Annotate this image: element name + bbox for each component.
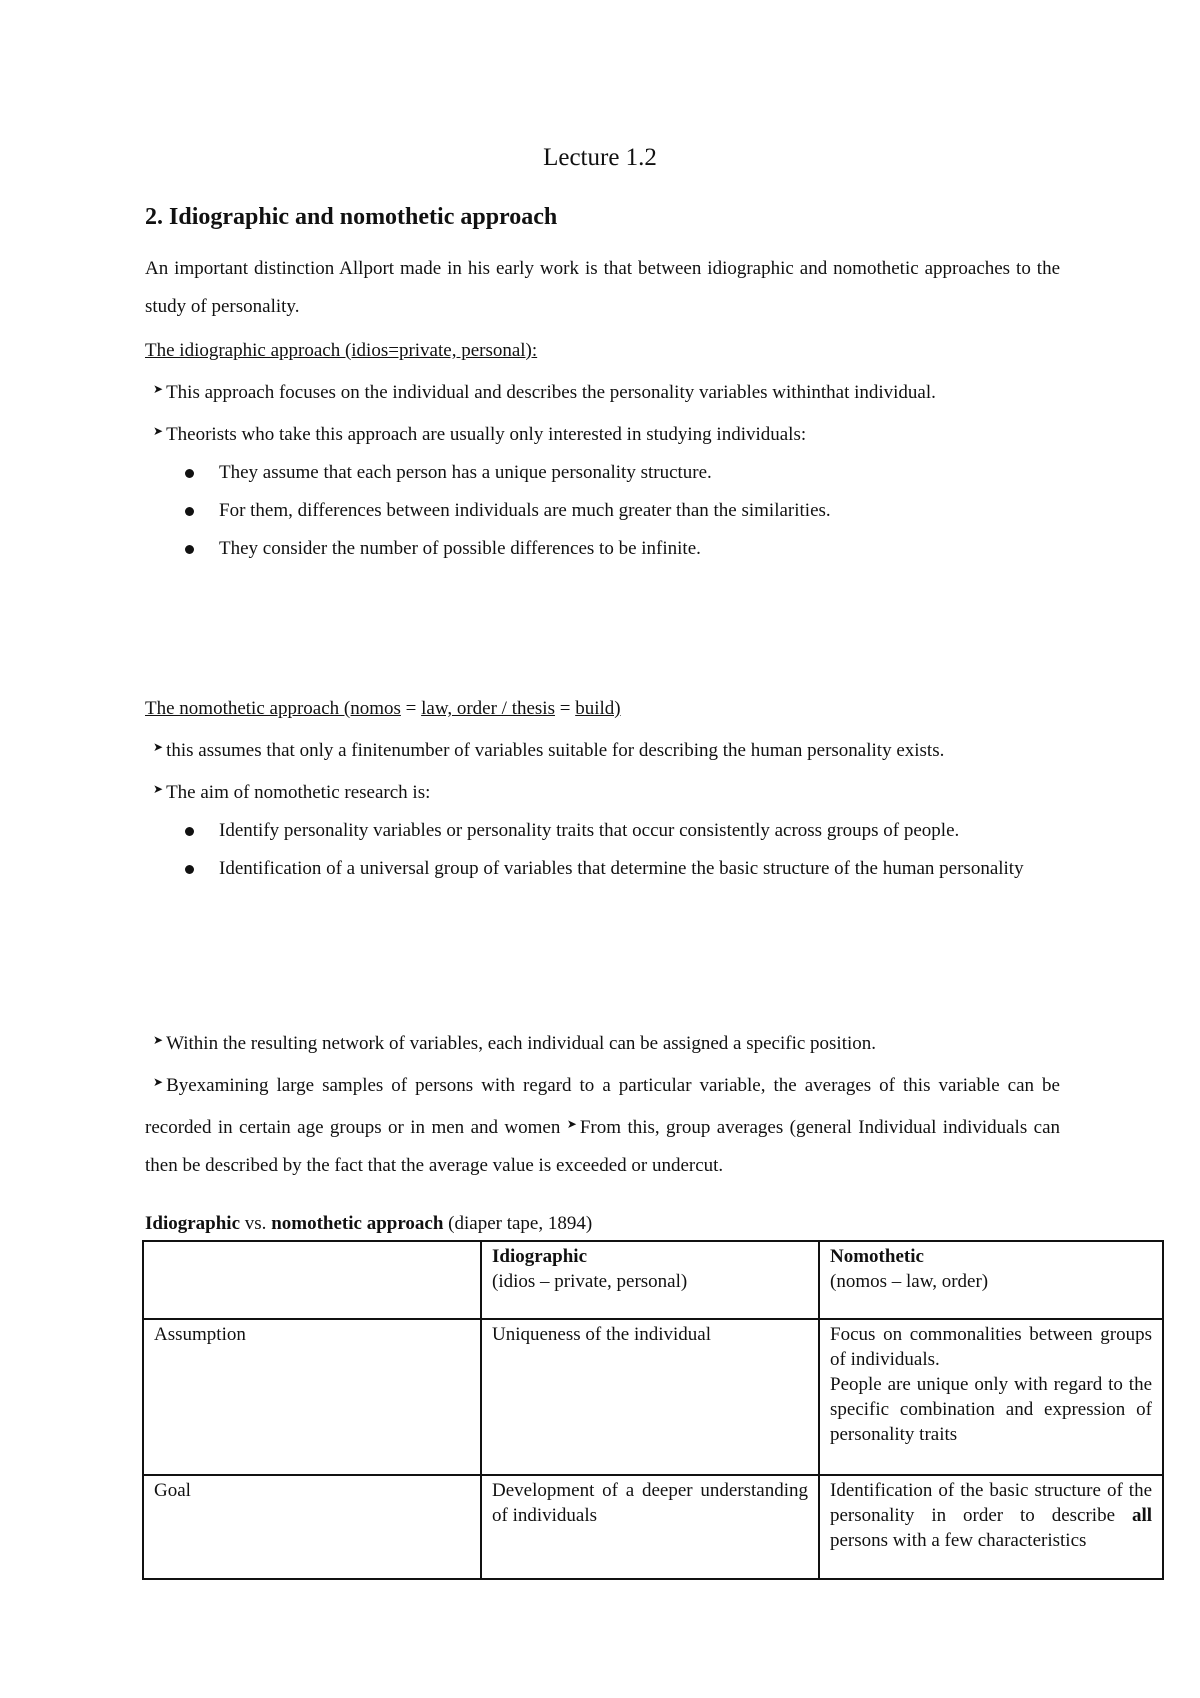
arrow-bullet-icon: ➤ [153,740,164,754]
nomothetic-bullet-list [145,812,1060,888]
goal-idiographic: Development of a deeper understanding of individuals [481,1475,819,1579]
table-header-idiographic: Idiographic (idios – private, personal) [481,1241,819,1319]
arrow-bullet-icon: ➤ [153,1075,164,1089]
list-item: Identify personality variables or personality traits that occur consistently across groups of people. [145,812,1060,850]
arrow-bullet-icon: ➤ [566,1117,577,1131]
idiographic-bullet-list [145,454,1060,568]
row-label-goal: Goal [143,1475,481,1579]
table-header-nomothetic: Nomothetic (nomos – law, order) [819,1241,1163,1319]
table-caption: Idiographic vs. nomothetic approach (diaper tape, 1894) [145,1213,593,1234]
section-heading: 2. Idiographic and nomothetic approach [145,204,558,230]
nomothetic-point-examining: ➤ Byexamining large samples of persons with regard to a particular variable, the averages of this variable can be recorded in certain age groups or in men and women ➤ From this, group averages (general Individual individuals can then be described by the fact that the average value is exceeded or undercut. [145,1075,1061,1176]
comparison-table [142,1240,1164,1580]
arrow-bullet-icon: ➤ [153,382,164,396]
arrow-bullet-icon: ➤ [153,1033,164,1047]
arrow-bullet-icon: ➤ [153,782,164,796]
nomothetic-point-within: ➤ Within the resulting network of variables, each individual can be assigned a specific position. [153,1033,877,1054]
lecture-title: Lecture 1.2 [543,144,657,171]
list-item: For them, differences between individuals are much greater than the similarities. [145,492,1060,530]
table-row [143,1319,1163,1475]
nomothetic-section [145,690,1060,888]
intro-paragraph: An important distinction Allport made in his early work is that between idiographic and nomothetic approaches to the study of personality. [145,258,1060,317]
nomothetic-point-1: ➤ this assumes that only a finitenumber of variables suitable for describing the human personality exists. [153,740,945,761]
nomothetic-point-2: ➤ The aim of nomothetic research is: [153,782,431,803]
idiographic-heading: The idiographic approach (idios=private, personal): [145,340,538,361]
list-item: Identification of a universal group of variables that determine the basic structure of the human personality [145,850,1060,888]
idiographic-section [145,332,1060,568]
idiographic-point-2: ➤ Theorists who take this approach are usually only interested in studying individuals: [153,424,807,445]
assumption-nomothetic: Focus on commonalities between groups of individuals. People are unique only with regard to the specific combination and expression of personality traits [819,1319,1163,1475]
list-item: They assume that each person has a unique personality structure. [145,454,1060,492]
nomothetic-followup [145,1021,1060,1185]
list-item: They consider the number of possible differences to be infinite. [145,530,1060,568]
assumption-idiographic: Uniqueness of the individual [481,1319,819,1475]
table-cell-empty [143,1241,481,1319]
table-row [143,1475,1163,1579]
table-header-row [143,1241,1163,1319]
goal-nomothetic: Identification of the basic structure of the personality in order to describe all persons with a few characteristics [819,1475,1163,1579]
idiographic-point-1: ➤ This approach focuses on the individual and describes the personality variables withinthat individual. [153,382,936,403]
arrow-bullet-icon: ➤ [153,424,164,438]
row-label-assumption: Assumption [143,1319,481,1475]
nomothetic-heading: The nomothetic approach (nomos = law, order / thesis = build) [145,698,621,719]
